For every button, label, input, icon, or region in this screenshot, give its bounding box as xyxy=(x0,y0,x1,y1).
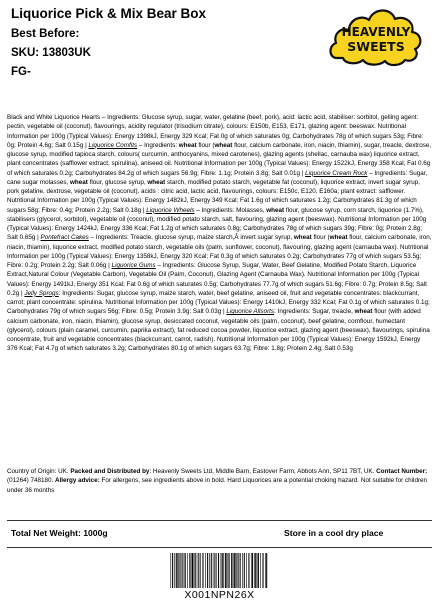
barcode-bar xyxy=(255,553,256,588)
barcode-bar xyxy=(236,553,237,588)
ingredients-segment: wheat xyxy=(266,206,285,214)
ingredients-segment: starch, modified potato starch, vegetable fat (coconut), liquorice extract, invert sugar syrup, pork gelatine, dextrose, vegetable oil (coconut), acids : citric acid, lactic acid, flavourings, colours: E150c, E120, E160a; plant extract: safflower. Nutritional Information per 100g (Typical Values): Energy 1482kJ, Energy 349 Kcal; Fat 1.6g of which saturates 1.2g; Carbohydrates 81.3g of which sugars 58g; Fibre: 0.4g; Protein 2.2g; Salt 0.18g | xyxy=(7,178,421,214)
divider-bottom xyxy=(7,547,432,548)
ingredients-segment: wheat xyxy=(178,141,197,149)
ingredients-segment: wheat xyxy=(214,141,233,149)
ingredients-segment: wheat xyxy=(329,234,348,242)
barcode-bar xyxy=(226,553,227,588)
logo-line2: SWEETS xyxy=(347,39,405,54)
ingredients-block xyxy=(7,113,432,354)
barcode-bar xyxy=(225,553,226,588)
barcode-bar xyxy=(240,553,241,588)
barcode-bar xyxy=(192,553,193,588)
barcode-bar xyxy=(254,553,255,588)
barcode-bar xyxy=(191,553,192,588)
ingredients-segment: flour (with added calcium carbonate, iron, niacin, thiamin), glucose syrup, desiccated coconut, vegetable oils (palm, coconut), beef gelatine, cornflour, humectant (glycerol), colours (plain caramel, curcumin, paprika extract), fat reduced cocoa powder, liquorice extract, glazing agent (beeswax), flavourings, spirulina concentrate, fruit and vegetable concentrates (blackcurrant, carrot, radish). Nutritional Information per 100g (Typical Values): Energy 1592kJ, Energy 376 Kcal; Fat 4.7g of which saturates 3.2g; Carbohydrates 80.1g of which sugars 63.7g; Fibre: 1.8g; Protein 2.4g; Salt 0.53g xyxy=(7,308,430,353)
barcode-bar xyxy=(244,553,245,588)
barcode-bar xyxy=(252,553,253,588)
barcode-bar xyxy=(251,553,252,588)
barcode-bar xyxy=(180,553,181,588)
storage-instructions: Store in a cool dry place xyxy=(284,528,384,538)
barcode-bar xyxy=(258,553,259,588)
barcode-bar xyxy=(197,553,198,588)
ingredients-segment: Liquorice Wheels xyxy=(146,206,195,214)
origin-segment: For allergens, see ingredients above in bold. Hard Liquorices are a potential choking hazard. Not suitable for children under 36 months xyxy=(7,477,428,494)
barcode-bar xyxy=(266,553,267,588)
barcode-bar xyxy=(187,553,188,588)
barcode-bar xyxy=(200,553,201,588)
barcode-bar xyxy=(171,553,172,588)
ingredients-segment: Liquorice Comfits xyxy=(88,141,138,149)
origin-and-allergy-block xyxy=(7,467,432,495)
barcode-bar xyxy=(213,553,214,588)
divider-top xyxy=(7,520,432,521)
origin-segment: Contact Number: xyxy=(376,468,428,475)
origin-segment: Country of Origin: UK. xyxy=(7,468,71,475)
barcode-bar xyxy=(228,553,229,588)
ingredients-segment: : Ingredients: Sugar, treacle, xyxy=(274,308,355,316)
ingredients-segment: flour, calcium carbonate, iron, niacin, thiamin), liquorice extract, modified potato starch, vegetable oils (palm, sunflower, coconut), flavouring, glazing agent (carnauba wax). Nutritional Information per 100g (Typical Values): Energy 1358kJ, Energy 320 Kcal; Fat 0.3g of which saturates 0.2g; Carbohydrates 77g of which sugars 53.5g; Fibre: 0.2g; Protein 2.2g; Salt 0.06g | xyxy=(7,234,432,269)
barcode-bar xyxy=(205,553,206,588)
cloud-logo-icon xyxy=(327,0,425,70)
ingredients-segment: flour ( xyxy=(311,234,330,242)
ingredients-segment: – Ingredients: xyxy=(137,141,179,149)
barcode-bar xyxy=(265,553,266,588)
barcode-bar xyxy=(216,553,217,588)
barcode-bar xyxy=(242,553,243,588)
barcode-bar xyxy=(172,553,173,588)
barcode-bar xyxy=(246,553,247,588)
barcode-bar xyxy=(229,553,230,588)
label-header xyxy=(0,0,439,100)
barcode-number: X001NPN26X xyxy=(184,589,255,601)
ingredients-segment: Liquorice Cream Rock xyxy=(305,169,368,177)
ingredients-segment: – Ingredients: Glucose Syrup, Sugar, Water, Beef Gelatine, Modified Potato Starch, Liquorice Extract,Natural Colour (Vegetable Carbon), Vegetable Oil (Palm, Coconut), Glazing Agent (Carnauba Wax). Nutritional Information per 100g (Typical Values): Energy 1491kJ, Energy 351 Kcal; Fat 0.6g of which saturates 0.5g; Carbohydrates 77.7g of which sugars 51.6g; Fibre: 0.7g; Protein 8.5g; Salt 0.2g | xyxy=(7,262,427,297)
origin-segment: Packed and Distributed by xyxy=(70,468,150,475)
origin-segment: Allergy advice: xyxy=(54,477,100,485)
barcode-bar xyxy=(178,553,179,588)
ingredients-segment: Jelly Sprogs xyxy=(24,289,59,297)
barcode-bar xyxy=(222,553,223,588)
barcode-bar xyxy=(223,553,224,588)
ingredients-segment: Pontefract Cakes xyxy=(40,234,89,242)
ingredients-segment: – Ingredients: Sugar, cane sugar molasses, xyxy=(7,169,428,186)
ingredients-segment: wheat xyxy=(70,178,88,186)
sku-field: SKU: 13803UK xyxy=(11,47,91,59)
ingredients-segment: – Ingredients: Treacle, glucose syrup, maize starch,Â invert sugar syrup, xyxy=(88,234,294,242)
logo-line1: HEAVENLY xyxy=(341,25,411,39)
best-before-field: Best Before: xyxy=(11,28,80,40)
barcode-bar xyxy=(195,553,196,588)
barcode-bar xyxy=(233,553,234,588)
barcode-bar xyxy=(263,553,264,588)
ingredients-segment: wheat xyxy=(354,308,373,316)
origin-segment: (01264) 748180. xyxy=(7,477,55,485)
barcode-bar xyxy=(202,553,203,588)
ingredients-segment: wheat xyxy=(293,234,312,242)
barcode-bar xyxy=(238,553,239,588)
barcode-bar xyxy=(194,553,195,588)
barcode-bar xyxy=(260,553,261,588)
barcode-bar xyxy=(184,553,185,588)
ingredients-segment: flour, glucose syrup, corn starch, liquorice (1.7%), stabilisers (glycerol, sorbitol), vegetable oil (coconut), modified potato starch, salt, flavouring, glazing agent (beeswax). Nutritional Information per 100g (Typical Values): Energy 1424kJ, Energy 336 Kcal; Fat 1.2g of which saturates 0.8g; Carbohydrates 78g of which sugars 39g; Fibre: 0g; Protein 2.8g; Salt 0.65g | xyxy=(7,206,427,242)
barcode-bar xyxy=(207,553,208,588)
ingredients-segment: : Ingredients: Sugar, glucose syrup, maize starch, water, beef gelatine, aniseed oil, fruit and vegetable concentrates: blackcurrant, carrot; plant concentrate: spirulina. Nutritional Information per 100g (Typical Values): Energy 1410kJ, Energy 332 Kcal; Fat 0.1g of which saturates 0.1g; Carbohydrates 79g of which sugars 56g; Fibre: 0.5g; Protein 3.9g; Salt 0.03g | xyxy=(7,289,430,316)
barcode-bar xyxy=(189,553,190,588)
barcode-bar xyxy=(174,553,175,588)
barcode-bar xyxy=(257,553,258,588)
barcode-icon xyxy=(169,553,269,588)
barcode-bar xyxy=(185,553,186,588)
ingredients-segment: wheat xyxy=(147,178,166,186)
barcode-bar xyxy=(248,553,249,588)
barcode-bar xyxy=(234,553,235,588)
fg-field: FG- xyxy=(11,66,31,78)
barcode-bar xyxy=(218,553,219,588)
barcode-bar xyxy=(211,553,212,588)
product-title: Liquorice Pick & Mix Bear Box xyxy=(11,6,207,21)
ingredients-segment: – Ingredients: Molasses, xyxy=(194,206,267,214)
barcode-bar xyxy=(235,553,236,588)
ingredients-segment: flour, calcium carbonate, iron, niacin, thiamin), sugar, treacle, dextrose, glucose syrup, modified tapioca starch, colours( curcumin, anthocyanins, mixed carotenes), glazing agents (shellac, carnauba wax) liquorice extract, plant concentrates (safflower extract, spirulina), aniseed oil. Nutritional Information per 100g (Typical Values): Energy 1522kJ, Energy 358 Kcal; Fat 0.6g of which saturates 0.2g; Carbohydrates 84.2g of which sugars 56.9g; Fibre: 1.1g; Protein 3.8g; Salt 0.01g | xyxy=(7,141,432,177)
barcode-bar xyxy=(176,553,177,588)
barcode-bar xyxy=(231,553,232,588)
net-weight: Total Net Weight: 1000g xyxy=(11,528,108,538)
barcode-bar xyxy=(177,553,178,588)
barcode-bar xyxy=(198,553,199,588)
ingredients-segment: flour, glucose syrup, xyxy=(87,178,148,186)
origin-segment: : Heavenly Sweets Ltd, Middle Barn, Eastover Farm, Abbots Ann, SP11 7BT, UK. xyxy=(149,468,377,475)
ingredients-segment: flour ( xyxy=(196,141,215,149)
barcode-bar xyxy=(182,553,183,588)
ingredients-segment: Liquorice Allsorts xyxy=(226,308,275,316)
ingredients-segment: Liquorice Gums xyxy=(111,262,156,269)
barcode-bar xyxy=(214,553,215,588)
barcode-bar xyxy=(221,553,222,588)
ingredients-segment: Black and White Liquorice Hearts – Ingredients: Glucose syrup, sugar, water, gelatine (beef, pork), acid: lactic acid, stabiliser: sorbitol, gelling agent: pectin, vegetable oil (coconut), flavourings, acidity regulator (trisodium citrate), colours: E150b, E153, E171, glazing agent: beeswax. Nutritional Information per 100g (Typical Values): Energy 1398kJ, Energy 329 Kcal; Fat 0g of which saturates 0g; Carbohydrates 78g of which sugars 53g; Fibre: 0g; Protein 4.6g; Salt 0.15g | xyxy=(7,114,424,149)
barcode-bar xyxy=(209,553,210,588)
